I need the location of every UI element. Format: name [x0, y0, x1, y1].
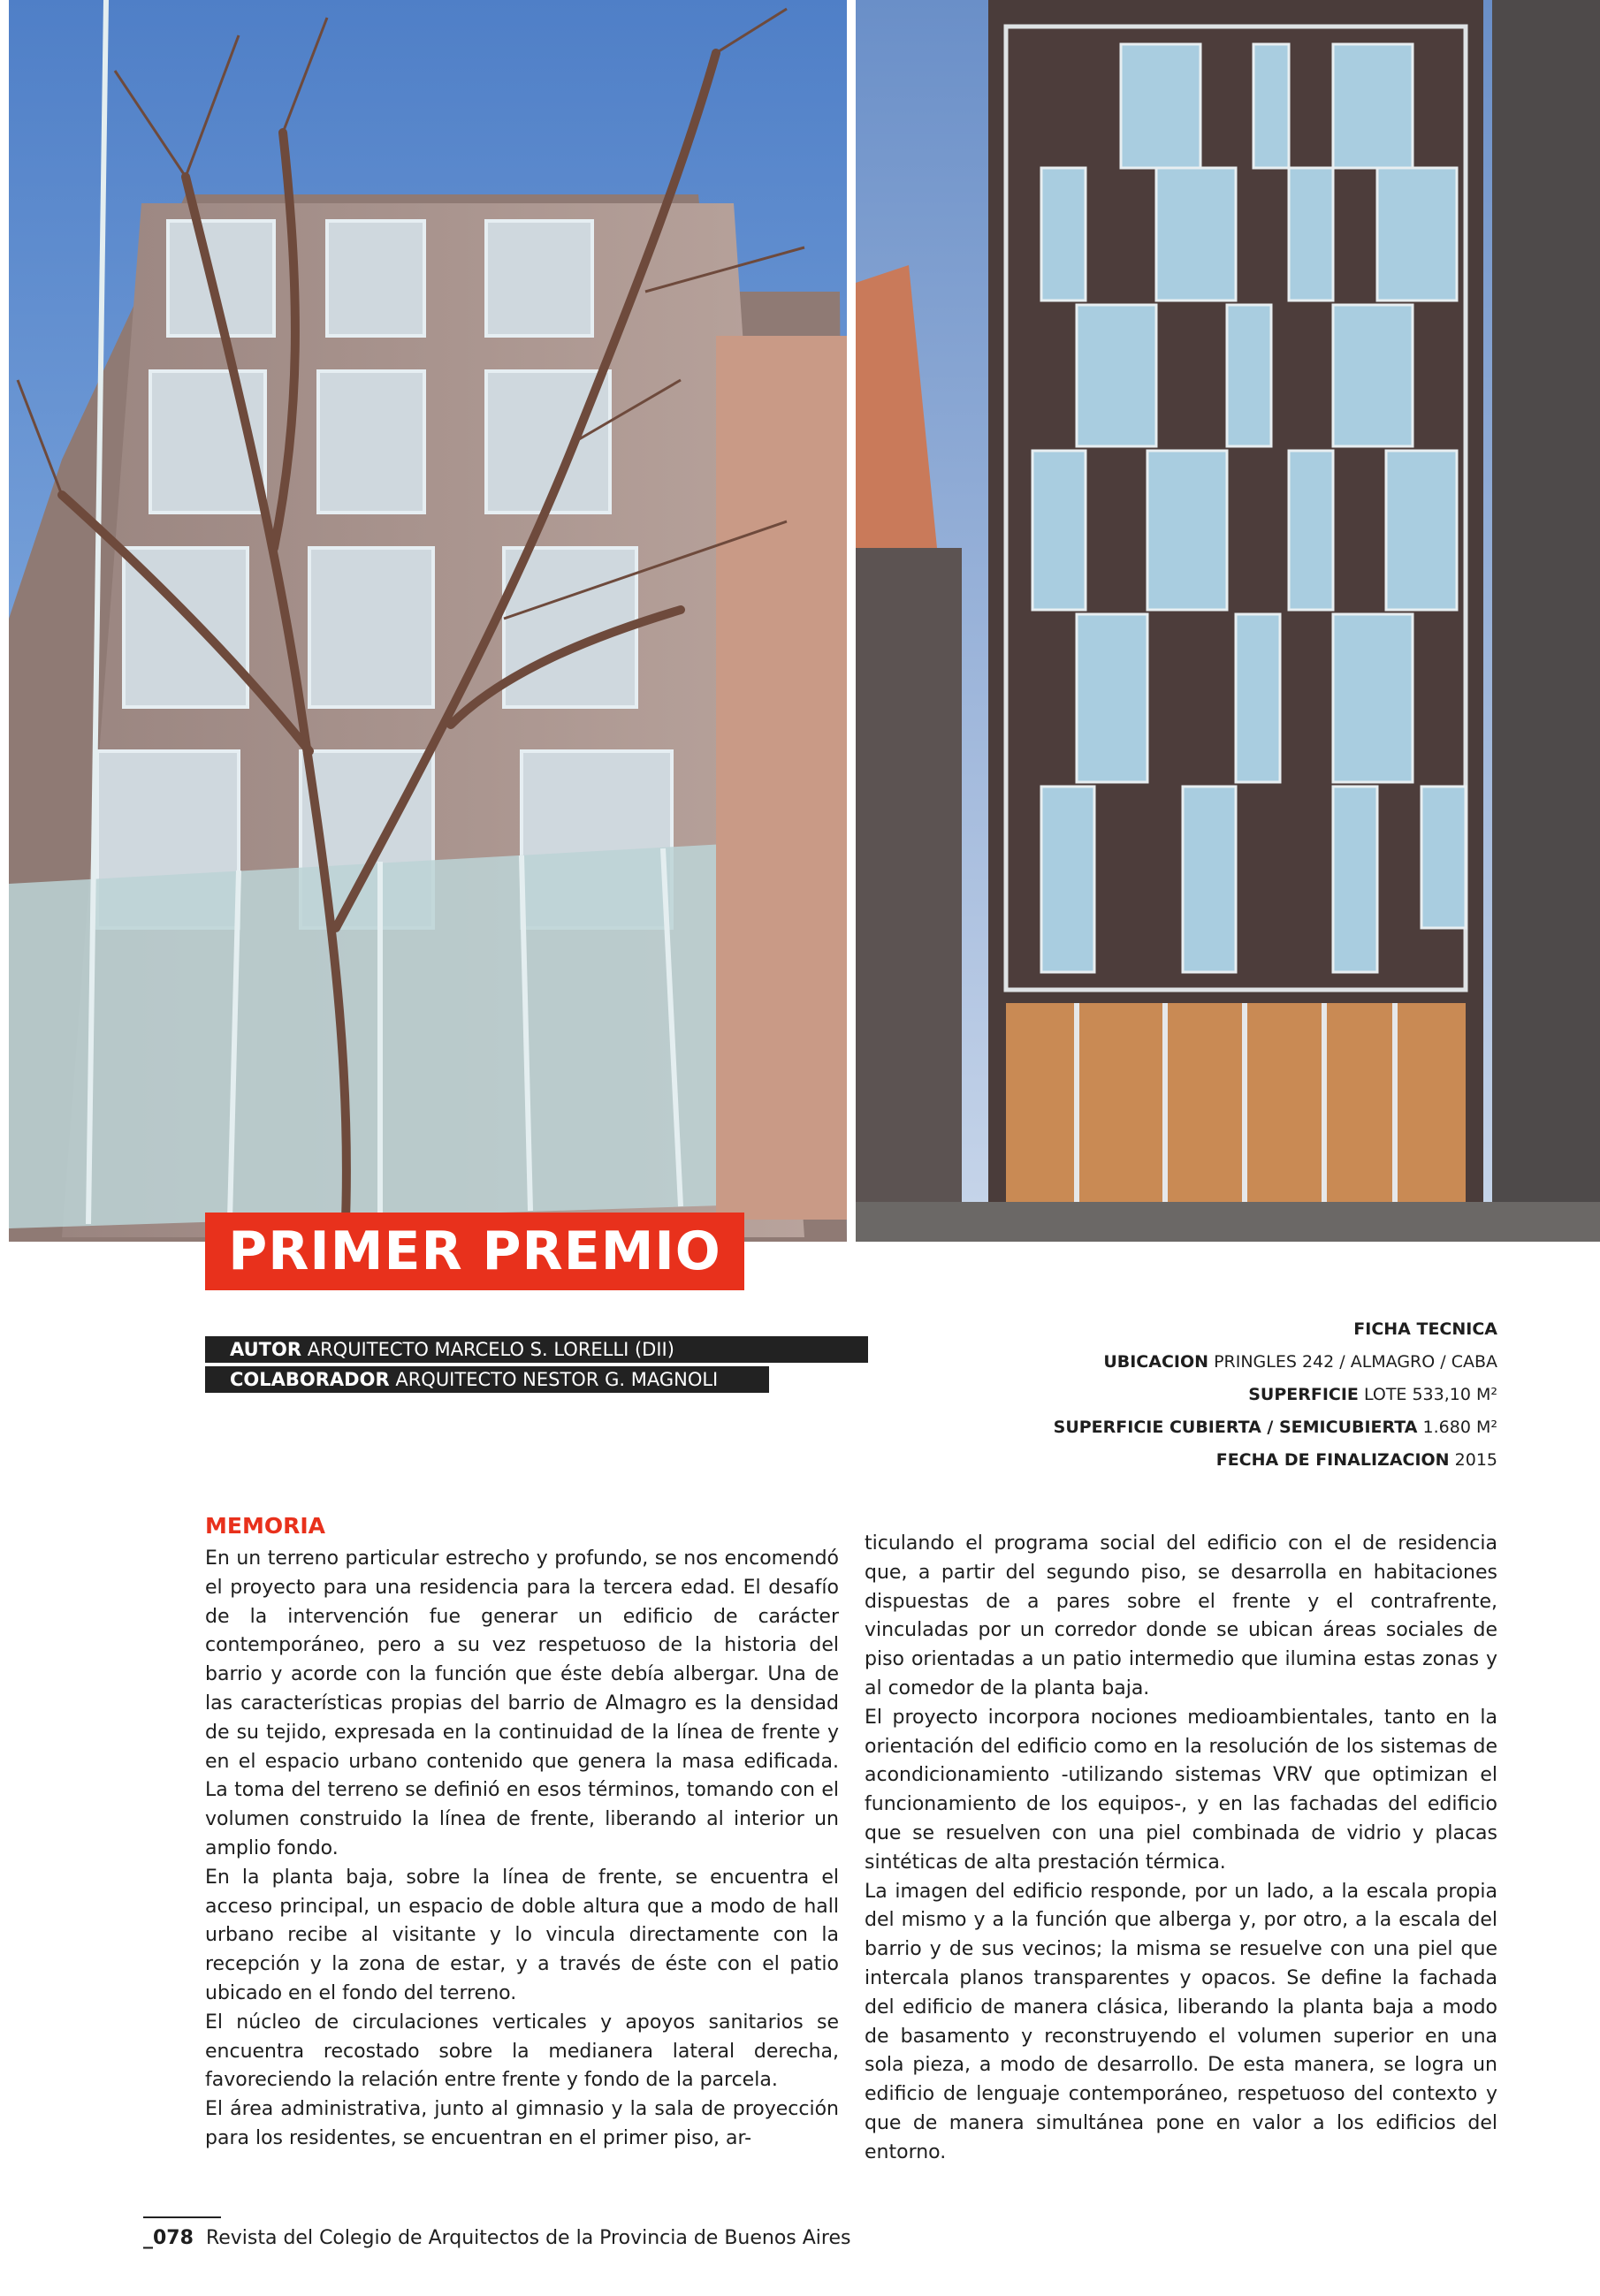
- credit-collaborator-value: ARQUITECTO NESTOR G. MAGNOLI: [395, 1369, 719, 1390]
- body-paragraph: En la planta baja, sobre la línea de frente, se encuentra el acceso principal, un espacio de doble altura que a modo de hall urbano recibe al visitante y lo vincula directamente con la recepción y la zona de estar, y a través de éste con el patio ubicado en el fondo del terreno.: [205, 1866, 839, 2004]
- technical-sheet-label: FECHA DE FINALIZACION: [1215, 1450, 1450, 1470]
- technical-sheet-heading: FICHA TECNICA: [1353, 1319, 1497, 1339]
- technical-sheet-row: [1054, 1379, 1497, 1411]
- page-number: _078: [143, 2227, 194, 2249]
- technical-sheet-label: SUPERFICIE CUBIERTA / SEMICUBIERTA: [1053, 1418, 1418, 1437]
- technical-sheet-value: 2015: [1454, 1450, 1497, 1470]
- memoria-heading: MEMORIA: [205, 1513, 325, 1539]
- body-column-left: [205, 1545, 839, 2154]
- credit-collaborator: [205, 1366, 769, 1393]
- credit-author-value: ARQUITECTO MARCELO S. LORELLI (DII): [307, 1339, 674, 1360]
- technical-sheet: [1054, 1313, 1497, 1477]
- body-paragraph: El proyecto incorpora nociones medioambientales, tanto en la orientación del edificio como en la resolución de los sistemas de acondicionamiento -utilizando sistemas VRV que optimizan el funcionamiento de los equipos-, y en las fachadas del edificio que se resuelven con una piel combinada de vidrio y placas sintéticas de alta prestación térmica.: [865, 1706, 1497, 1874]
- body-paragraph: El área administrativa, junto al gimnasio y la sala de proyección para los residentes, se encuentran en el primer piso, ar-: [205, 2098, 839, 2149]
- credit-collaborator-label: COLABORADOR: [230, 1369, 390, 1390]
- technical-sheet-row: [1054, 1444, 1497, 1477]
- footer-rule: [143, 2216, 221, 2218]
- technical-sheet-row: [1054, 1346, 1497, 1379]
- technical-sheet-row: [1054, 1411, 1497, 1444]
- technical-sheet-value: PRINGLES 242 / ALMAGRO / CABA: [1214, 1352, 1497, 1372]
- publication-name: Revista del Colegio de Arquitectos de la Provincia de Buenos Aires: [205, 2227, 851, 2249]
- credit-author: [205, 1336, 868, 1363]
- award-banner: PRIMER PREMIO: [205, 1213, 744, 1290]
- photo-building-facade: [856, 0, 1600, 1242]
- body-paragraph: La imagen del edificio responde, por un lado, a la escala propia del mismo y a la función que alberga y, por otro, a la escala del barrio y de sus vecinos; la misma se resuelve con una piel que intercala planos transparentes y opacos. Se define la fachada del edificio de manera clásica, liberando la planta baja a modo de basamento y reconstruyendo el volumen superior en una sola pieza, a modo de desarrollo. De esta manera, se logra un edificio de lenguaje contemporáneo, respetuoso del contexto y que de manera simultánea pone en valor a los edificios del entorno.: [865, 1880, 1497, 2163]
- photo-building-with-tree: [9, 0, 847, 1242]
- technical-sheet-value: LOTE 533,10 M²: [1363, 1385, 1497, 1404]
- body-paragraph: ticulando el programa social del edificio con el de residencia que, a partir del segundo piso, se desarrolla en habitaciones dispuestas de a pares sobre el frente y el contrafrente, vinculadas por un corredor donde se ubican áreas sociales de piso orientadas a un patio intermedio que ilumina estas zonas y al comedor de la planta baja.: [865, 1532, 1497, 1699]
- technical-sheet-value: 1.680 M²: [1422, 1418, 1497, 1437]
- body-paragraph: El núcleo de circulaciones verticales y apoyos sanitarios se encuentra recostado sobre la medianera lateral derecha, favoreciendo la relación entre frente y fondo de la parcela.: [205, 2011, 839, 2092]
- body-column-right: [865, 1530, 1497, 2168]
- technical-sheet-label: UBICACION: [1103, 1352, 1209, 1372]
- technical-sheet-label: SUPERFICIE: [1248, 1385, 1359, 1404]
- page-footer: [143, 2227, 850, 2249]
- credit-author-label: AUTOR: [230, 1339, 302, 1360]
- body-paragraph: En un terreno particular estrecho y profundo, se nos encomendó el proyecto para una residencia para la tercera edad. El desafío de la intervención fue generar un edificio de carácter contemporáneo, pero a su vez respetuoso de la historia del barrio y acorde con la función que éste debía albergar. Una de las características propias del barrio de Almagro es la densidad de su tejido, expresada en la continuidad de la línea de frente y en el espacio urbano contenido que genera la masa edificada. La toma del terreno se definió en esos términos, tomando con el volumen construido la línea de frente, liberando al interior un amplio fondo.: [205, 1547, 839, 1859]
